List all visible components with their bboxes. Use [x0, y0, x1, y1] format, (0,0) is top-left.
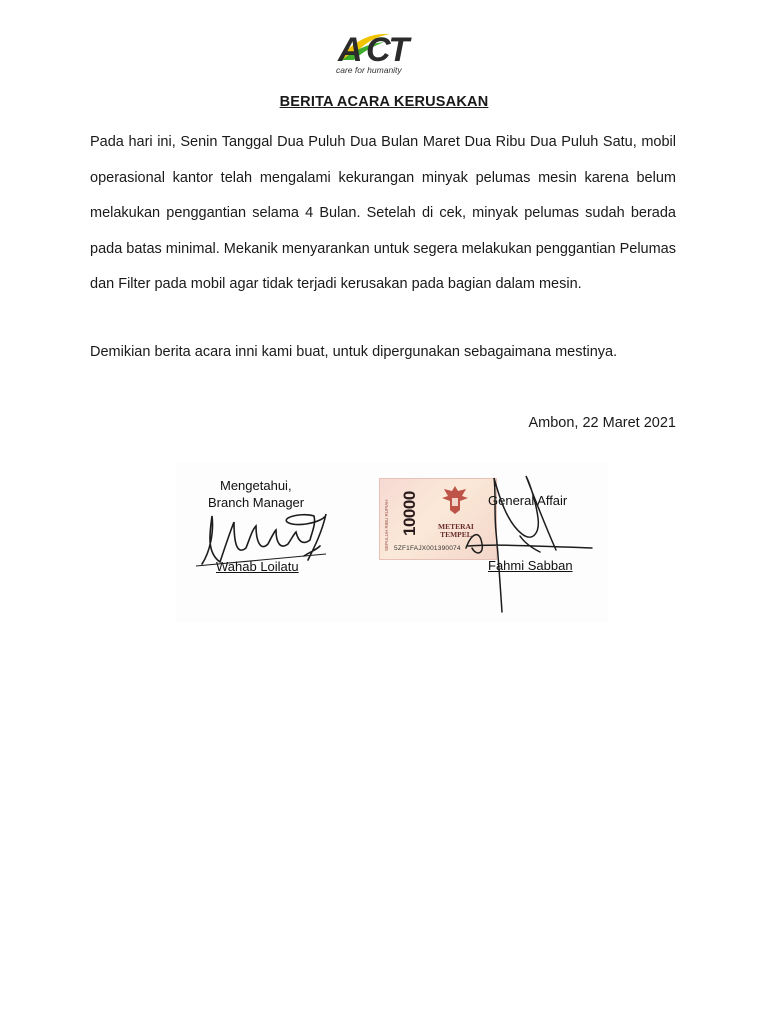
svg-text:A: A: [338, 31, 361, 69]
branch-manager-name: Wahab Loilatu: [216, 559, 299, 574]
general-affair-name: Fahmi Sabban: [488, 558, 573, 573]
stamp-serial: 5ZF1FAJX001390074: [394, 545, 461, 552]
svg-text:CT: CT: [366, 31, 408, 69]
body-paragraph: Pada hari ini, Senin Tanggal Dua Puluh Dua Bulan Maret Dua Ribu Dua Puluh Satu, mobil operasional kantor telah mengalami kekurangan minyak pelumas mesin karena belum melakukan penggantian selama 4 Bulan. Setelah di cek, minyak pelumas sudah berada pada batas minimal. Mekanik menyarankan untuk segera melakukan penggantian Pelumas dan Filter pada mobil agar tidak terjadi kerusakan pada bagian dalam mesin.: [90, 134, 676, 293]
stamp-value: 10000: [400, 491, 419, 537]
stamp-vertical-text: SEPULUH RIBU RUPIAH: [384, 499, 389, 551]
logo-tagline: care for humanity: [336, 65, 402, 75]
garuda-emblem-icon: [440, 483, 470, 517]
stamp-label: METERAI TEMPEL: [438, 522, 474, 539]
branch-manager-role: Branch Manager: [208, 495, 305, 510]
closing-sentence: Demikian berita acara inni kami buat, untuk dipergunakan sebagaimana mestinya.: [90, 344, 618, 360]
duty-stamp: [379, 478, 497, 560]
signature-block: [176, 462, 608, 622]
place-date: Ambon, 22 Maret 2021: [528, 415, 676, 431]
acknowledged-label: Mengetahui,: [220, 478, 292, 493]
general-affair-role: General Affair: [488, 493, 568, 508]
document-title: BERITA ACARA KERUSAKAN: [279, 94, 489, 110]
act-logo: [332, 24, 442, 80]
